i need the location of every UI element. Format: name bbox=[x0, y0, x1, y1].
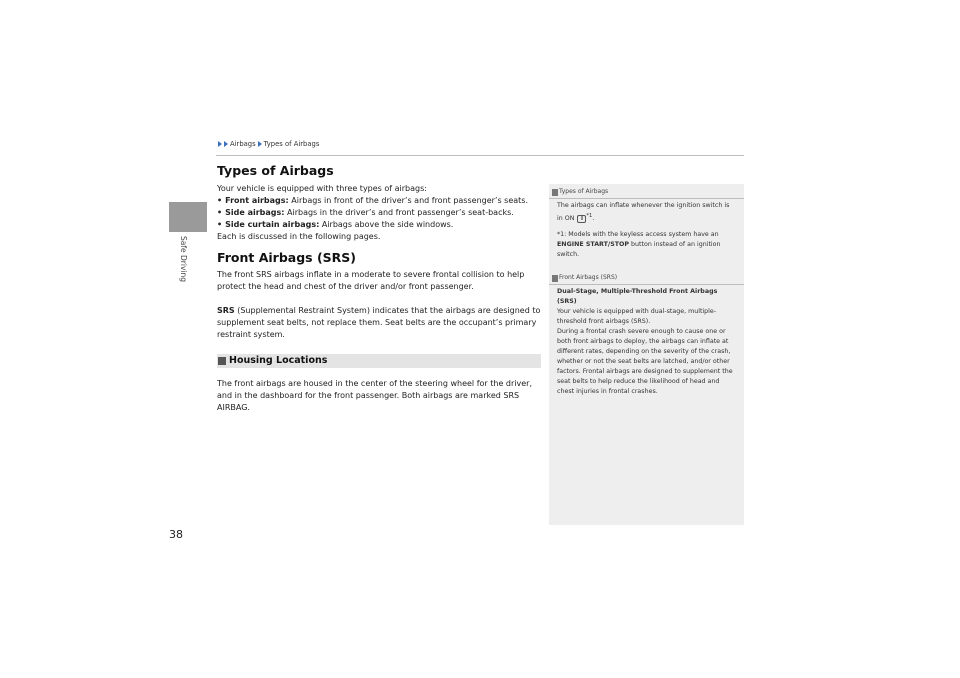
srs-paragraph bbox=[217, 305, 541, 341]
housing-paragraph: The front airbags are housed in the center of the steering wheel for the driver, and in the dashboard for the front passenger. Both airbags are marked SRS AIRBAG. bbox=[217, 379, 532, 412]
side-tab-marker bbox=[169, 202, 207, 232]
breadcrumb-item-airbags[interactable]: Airbags bbox=[230, 140, 256, 148]
page-number: 38 bbox=[169, 528, 183, 541]
note-icon bbox=[552, 189, 558, 196]
footnote-marker: *1 bbox=[586, 213, 593, 219]
note-heading bbox=[549, 184, 744, 199]
footnote-term: ENGINE START/STOP bbox=[557, 241, 630, 249]
list-item: • Front airbags: Airbags in front of the driver’s and front passenger’s seats. bbox=[217, 196, 529, 205]
note-body bbox=[549, 199, 744, 260]
note-text-end: . bbox=[592, 215, 595, 223]
front-airbags-paragraph: The front SRS airbags inflate in a moderate to severe frontal collision to help protect the head and chest of the driver and/or front passenger. bbox=[217, 270, 525, 291]
breadcrumb bbox=[218, 140, 319, 148]
note-title: Types of Airbags bbox=[559, 188, 609, 195]
list-item: • Side curtain airbags: Airbags above the side windows. bbox=[217, 220, 454, 229]
intro-text: Your vehicle is equipped with three types of airbags: bbox=[217, 184, 427, 193]
srs-term: SRS bbox=[217, 306, 235, 315]
page-title: Types of Airbags bbox=[217, 163, 334, 178]
list-text: Airbags above the side windows. bbox=[321, 220, 454, 229]
square-bullet-icon bbox=[218, 357, 226, 365]
section-side-tab bbox=[169, 160, 207, 500]
note-text-part: The airbags can inflate whenever the ignition switch is in ON bbox=[557, 202, 730, 223]
note-heading bbox=[549, 270, 744, 285]
arrow-right-icon bbox=[224, 141, 228, 147]
list-text: Airbags in the driver’s and front passenger’s seat-backs. bbox=[287, 208, 514, 217]
footnote-part: *1: Models with the keyless access system have an bbox=[557, 231, 719, 239]
list-term: Front airbags: bbox=[225, 196, 289, 205]
arrow-right-icon bbox=[218, 141, 222, 147]
outro-text: Each is discussed in the following pages. bbox=[217, 232, 381, 241]
note-text: During a frontal crash severe enough to cause one or both front airbags to deploy, the airbags can inflate at different rates, depending on the severity of the crash, whether or not the seat belts are latched, and/or other factors. Frontal airbags are designed to supplement the seat belts to help reduce the likelihood of head and chest injuries in frontal crashes. bbox=[557, 328, 733, 396]
airbag-type-list bbox=[217, 195, 541, 231]
subsection-heading-housing bbox=[217, 354, 541, 368]
note-subheading-text: Dual-Stage, Multiple-Threshold Front Airbags (SRS) bbox=[557, 288, 718, 306]
notes-sidebar bbox=[549, 184, 744, 525]
header-divider bbox=[216, 155, 744, 156]
breadcrumb-item-types[interactable]: Types of Airbags bbox=[263, 140, 320, 148]
footnote-text bbox=[557, 230, 736, 260]
note-text bbox=[557, 201, 736, 224]
list-term: Side curtain airbags: bbox=[225, 220, 320, 229]
note-body bbox=[549, 285, 744, 397]
note-title: Front Airbags (SRS) bbox=[559, 274, 618, 282]
note-text: Your vehicle is equipped with dual-stage, multiple-threshold front airbags (SRS). bbox=[557, 308, 717, 326]
list-term: Side airbags: bbox=[225, 208, 285, 217]
side-tab-label: Safe Driving bbox=[179, 236, 188, 282]
ignition-position-key: II bbox=[577, 215, 586, 223]
note-subheading bbox=[557, 287, 736, 307]
note-icon bbox=[552, 275, 558, 282]
section-heading-front-airbags: Front Airbags (SRS) bbox=[217, 250, 357, 265]
main-content bbox=[217, 163, 541, 414]
list-item: • Side airbags: Airbags in the driver’s and front passenger’s seat-backs. bbox=[217, 208, 514, 217]
arrow-right-icon bbox=[258, 141, 262, 147]
footnote-part: button instead of an ignition switch. bbox=[557, 241, 721, 259]
subsection-title: Housing Locations bbox=[229, 355, 328, 366]
srs-text: (Supplemental Restraint System) indicates that the airbags are designed to supplement seat belts, not replace them. Seat belts are the occupant’s primary restraint system. bbox=[217, 306, 541, 339]
list-text: Airbags in front of the driver’s and front passenger’s seats. bbox=[291, 196, 529, 205]
